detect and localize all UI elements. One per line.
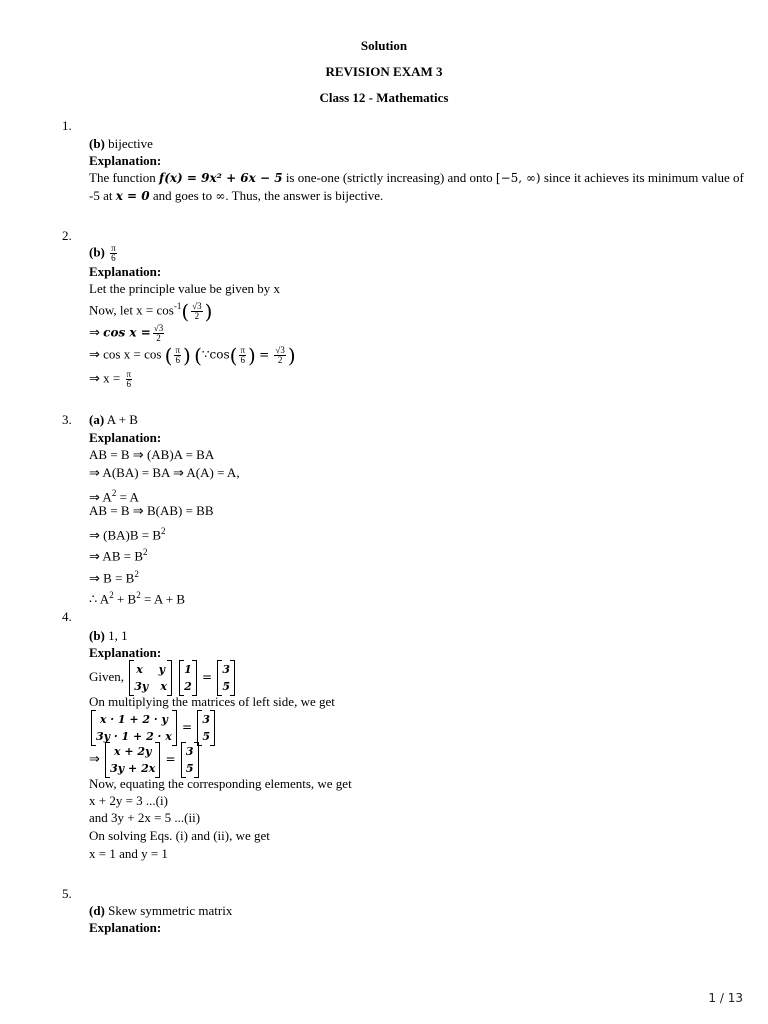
matrix-cell: 5 <box>185 762 194 775</box>
fraction <box>126 370 133 389</box>
matrix-cell: 3y <box>134 680 149 693</box>
fraction <box>110 244 117 263</box>
explanation-line <box>89 170 744 186</box>
explanation-label: Explanation: <box>89 264 162 279</box>
matrix-product <box>91 710 177 746</box>
text: ∴ A <box>89 591 110 607</box>
matrix-result <box>181 742 199 778</box>
text: = A <box>116 489 139 505</box>
explanation-line: Now, equating the corresponding elements, we get <box>89 776 352 791</box>
text: Given, <box>89 668 125 684</box>
answer-text: bijective <box>104 136 153 151</box>
explanation-line: AB = B ⇒ B(AB) = BB <box>89 503 214 518</box>
matrix-cell: x · 1 + 2 · y <box>99 713 168 726</box>
exam-title: REVISION EXAM 3 <box>325 64 443 79</box>
fraction <box>174 346 181 365</box>
math-infinity: ∞ <box>215 189 226 203</box>
denominator: 2 <box>194 310 200 321</box>
superscript: 2 <box>111 488 117 498</box>
answer-line <box>89 244 119 263</box>
numerator: π <box>240 345 245 355</box>
answer-text: 1, 1 <box>104 628 128 643</box>
explanation-line <box>89 324 166 343</box>
matrix-cell: x <box>136 663 143 676</box>
explanation-line: Now, let $x = \cos^{-1}$( $\frac{√3}{2}$ ) <box>89 299 213 324</box>
superscript: 2 <box>143 547 148 557</box>
explanation-line: On multiplying the matrices of left side, we get <box>89 694 335 709</box>
answer-line <box>89 136 153 152</box>
matrix-cell: x <box>160 680 167 693</box>
matrix-cell: 5 <box>202 730 210 743</box>
question-number: 3. <box>62 412 72 427</box>
superscript: 2 <box>134 569 139 579</box>
explanation-line <box>89 370 134 389</box>
denominator: 6 <box>175 355 180 365</box>
doc-title: Solution <box>360 38 408 53</box>
math-interval: [−5, ∞) <box>495 171 541 185</box>
math-cos: cos <box>209 347 230 362</box>
superscript: 2 <box>136 590 141 600</box>
explanation-line <box>89 710 217 746</box>
text: Now, let x = cos <box>89 302 174 318</box>
explanation-label: Explanation: <box>89 920 162 935</box>
numerator: π <box>175 345 181 355</box>
matrix-vector <box>179 660 197 696</box>
answer-line <box>89 903 232 919</box>
text: ⇒ (BA)B = B <box>89 527 162 543</box>
matrix-cell: 1 <box>184 663 192 676</box>
matrix-cell: 2 <box>184 680 192 693</box>
explanation-line: AB = B ⇒ (AB)A = BA <box>89 447 215 462</box>
denominator: 2 <box>277 355 283 365</box>
numerator: √3 <box>192 300 202 311</box>
equals-symbol: = <box>202 669 213 684</box>
question-number: 2. <box>62 228 72 243</box>
matrix-cell: 3y + 2x <box>110 762 156 775</box>
because-symbol: ∵ <box>201 347 210 362</box>
equals-symbol: = <box>259 347 270 362</box>
answer-text: Skew symmetric matrix <box>104 903 233 918</box>
question-number: 5. <box>62 886 72 901</box>
implies-symbol: ⇒ <box>89 750 100 766</box>
math-function: f(x) = 9x² + 6x − 5 <box>159 171 283 185</box>
explanation-line <box>89 188 383 204</box>
explanation-line <box>89 742 201 778</box>
text: + B <box>113 591 137 607</box>
matrix-cell: x + 2y <box>113 745 152 758</box>
superscript: 2 <box>109 590 114 600</box>
equals-symbol: = <box>165 751 176 766</box>
explanation-line <box>89 587 185 607</box>
denominator: 2 <box>156 333 161 343</box>
fraction <box>239 346 246 365</box>
numerator: √3 <box>275 345 285 355</box>
matrix-cell: 3 <box>222 663 231 676</box>
explanation-line <box>89 660 237 696</box>
matrix-cell: 5 <box>222 680 231 693</box>
matrix-cell: y <box>158 663 165 676</box>
text: . Thus, the answer is bijective. <box>225 188 384 203</box>
text: = A + B <box>140 591 186 607</box>
explanation-label: Explanation: <box>89 153 162 168</box>
text: The function <box>89 170 160 185</box>
text: x = <box>103 370 121 386</box>
text: is one-one (strictly increasing) and onto <box>282 170 496 185</box>
fraction <box>274 346 285 365</box>
explanation-line: x = 1 and y = 1 <box>89 846 168 861</box>
answer-line <box>89 412 138 428</box>
numerator: π <box>126 369 132 379</box>
answer-option: (d) <box>89 903 105 918</box>
superscript: -1 <box>173 301 182 311</box>
implies-symbol: ⇒ <box>89 346 100 362</box>
explanation-line: x + 2y = 3 ...(i) <box>89 793 168 808</box>
answer-option: (b) <box>89 628 105 643</box>
explanation-line <box>89 523 166 543</box>
explanation-line: Let the principle value be given by x <box>89 281 280 296</box>
denominator: 6 <box>111 253 116 263</box>
answer-text: A + B <box>104 412 138 427</box>
explanation-line: and 3y + 2x = 5 ...(ii) <box>89 810 201 825</box>
matrix-result <box>217 660 235 696</box>
text: ⇒ B = B <box>89 570 135 586</box>
answer-option: (b) <box>89 136 105 151</box>
matrix-result <box>197 710 215 746</box>
equals-symbol: = <box>182 719 193 734</box>
text: -5 at <box>89 188 116 203</box>
matrix-simplified <box>105 742 160 778</box>
text: and goes to <box>149 188 216 203</box>
explanation-line: ⇒ A(BA) = BA ⇒ A(A) = A, <box>89 465 240 480</box>
page-indicator: 1 / 13 <box>708 991 743 1005</box>
question-number: 4. <box>62 609 72 624</box>
text: ⇒ A <box>89 489 112 505</box>
text: since it achieves its minimum value of <box>540 170 744 185</box>
fraction <box>153 324 164 343</box>
denominator: 6 <box>126 379 132 389</box>
text: cos x = cos <box>103 346 162 362</box>
text: ⇒ AB = B <box>89 548 143 564</box>
matrix-cell: 3 <box>202 713 210 726</box>
answer-option: (a) <box>89 412 105 427</box>
explanation-line: ⇒ cos x = cos ( $\frac{\pi}{6}$ ) (∵cos( $\frac{\pi}{6}$ ) = $\frac{√3}{2}$ ) <box>89 343 296 368</box>
fraction <box>191 302 202 321</box>
class-title: Class 12 - Mathematics <box>319 90 449 105</box>
question-number: 1. <box>62 118 72 133</box>
math-expression: x = 0 <box>115 189 150 203</box>
explanation-label: Explanation: <box>89 645 162 660</box>
superscript: 2 <box>161 526 166 536</box>
matrix-cell: 3y · 1 + 2 · x <box>96 730 172 743</box>
implies-symbol: ⇒ <box>89 324 100 340</box>
math-expression: cos x = <box>103 325 151 340</box>
numerator: π <box>111 243 116 253</box>
denominator: 6 <box>240 355 245 365</box>
matrix-cell: 3 <box>185 745 194 758</box>
explanation-label: Explanation: <box>89 430 162 445</box>
explanation-line: On solving Eqs. (i) and (ii), we get <box>89 828 270 843</box>
explanation-line <box>89 566 139 586</box>
answer-option: (b) <box>89 244 105 260</box>
numerator: √3 <box>153 323 164 333</box>
implies-symbol: ⇒ <box>89 370 100 386</box>
matrix-coefficients <box>129 660 172 696</box>
explanation-line <box>89 544 148 564</box>
answer-line <box>89 628 128 644</box>
